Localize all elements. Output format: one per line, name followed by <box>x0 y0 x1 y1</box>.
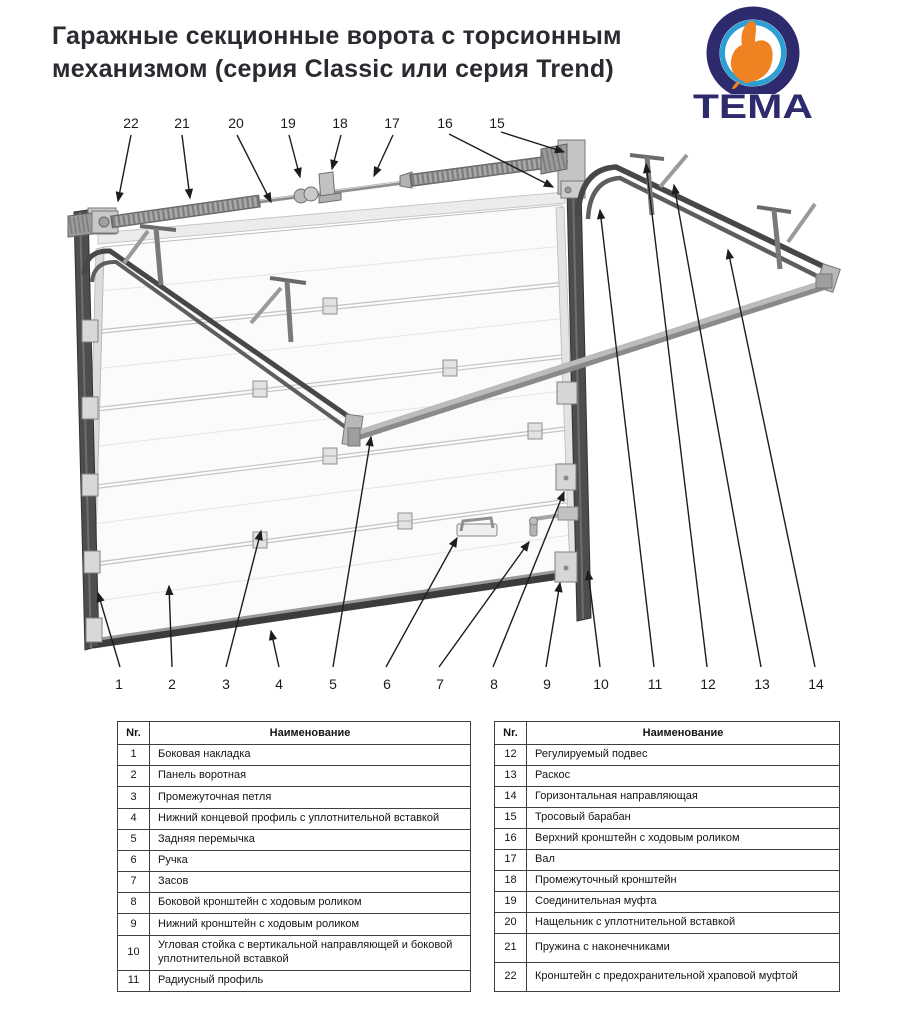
table-row <box>118 850 471 871</box>
table-row <box>118 745 471 766</box>
part-name: Кронштейн с предохранительной храповой муфтой <box>527 962 840 991</box>
part-nr: 5 <box>118 829 150 850</box>
part-nr: 17 <box>495 849 527 870</box>
part-name: Засов <box>150 872 471 893</box>
table-row <box>495 870 840 891</box>
part-name: Верхний кронштейн с ходовым роликом <box>527 828 840 849</box>
table-row <box>495 765 840 786</box>
part-nr: 6 <box>118 850 150 871</box>
part-name: Нижний кронштейн с ходовым роликом <box>150 914 471 935</box>
part-nr: 18 <box>495 870 527 891</box>
callout-label: 7 <box>436 676 444 692</box>
callout-label: 1 <box>115 676 123 692</box>
part-nr: 11 <box>118 970 150 991</box>
part-nr: 2 <box>118 766 150 787</box>
callout-label: 17 <box>384 115 400 131</box>
intermediate-bracket <box>319 172 341 203</box>
part-name: Боковая накладка <box>150 745 471 766</box>
part-name: Радиусный профиль <box>150 970 471 991</box>
part-name: Раскос <box>527 765 840 786</box>
table-row <box>495 828 840 849</box>
part-name: Боковой кронштейн с ходовым роликом <box>150 893 471 914</box>
part-nr: 15 <box>495 807 527 828</box>
part-nr: 10 <box>118 935 150 970</box>
part-nr: 9 <box>118 914 150 935</box>
table-row <box>118 872 471 893</box>
callout-label: 15 <box>489 115 505 131</box>
logo-wordmark: ТЕМА <box>693 88 813 120</box>
part-name: Пружина с наконечниками <box>527 933 840 962</box>
coupling <box>294 187 318 203</box>
table-row <box>495 849 840 870</box>
door-handle <box>457 518 497 536</box>
table-header-row <box>118 722 471 745</box>
part-name: Тросовый барабан <box>527 807 840 828</box>
table-row <box>118 766 471 787</box>
part-name: Горизонтальная направляющая <box>527 786 840 807</box>
table-row <box>118 893 471 914</box>
table-row <box>495 891 840 912</box>
col-header-name: Наименование <box>150 722 471 745</box>
callout-label: 4 <box>275 676 283 692</box>
callout-label: 13 <box>754 676 770 692</box>
diagonal-brace <box>660 155 687 187</box>
table-row <box>495 786 840 807</box>
part-nr: 1 <box>118 745 150 766</box>
part-nr: 20 <box>495 912 527 933</box>
table-row <box>118 914 471 935</box>
parts-table-right <box>494 721 840 992</box>
col-header-nr: Nr. <box>118 722 150 745</box>
callout-label: 8 <box>490 676 498 692</box>
callout-label: 10 <box>593 676 609 692</box>
page-title-line1: Гаражные секционные ворота с торсионным <box>52 22 622 50</box>
table-row <box>495 745 840 766</box>
part-nr: 8 <box>118 893 150 914</box>
table-row <box>118 970 471 991</box>
part-name: Панель воротная <box>150 766 471 787</box>
table-row <box>118 935 471 970</box>
part-name: Нащельник с уплотнительной вставкой <box>527 912 840 933</box>
part-name: Ручка <box>150 850 471 871</box>
callout-label: 5 <box>329 676 337 692</box>
callout-label: 11 <box>647 676 663 692</box>
part-name: Соединительная муфта <box>527 891 840 912</box>
part-nr: 4 <box>118 808 150 829</box>
part-nr: 19 <box>495 891 527 912</box>
callout-label: 12 <box>700 676 716 692</box>
table-row <box>118 829 471 850</box>
col-header-name: Наименование <box>527 722 840 745</box>
callout-label: 2 <box>168 676 176 692</box>
part-name: Промежуточная петля <box>150 787 471 808</box>
callout-label: 19 <box>280 115 296 131</box>
table-row <box>495 962 840 991</box>
part-name: Нижний концевой профиль с уплотнительной вставкой <box>150 808 471 829</box>
callout-label: 6 <box>383 676 391 692</box>
diagonal-brace <box>788 204 815 242</box>
callout-label: 3 <box>222 676 230 692</box>
callout-label: 22 <box>123 115 139 131</box>
callout-label: 20 <box>228 115 244 131</box>
callout-label: 21 <box>174 115 190 131</box>
table-row <box>118 787 471 808</box>
col-header-nr: Nr. <box>495 722 527 745</box>
parts-table-left <box>117 721 471 992</box>
part-nr: 7 <box>118 872 150 893</box>
part-name: Задняя перемычка <box>150 829 471 850</box>
part-nr: 22 <box>495 962 527 991</box>
callout-label: 16 <box>437 115 453 131</box>
page-title <box>52 20 672 85</box>
torsion-spring-left <box>111 201 260 222</box>
part-name: Вал <box>527 849 840 870</box>
table-row <box>118 808 471 829</box>
part-nr: 21 <box>495 933 527 962</box>
part-nr: 14 <box>495 786 527 807</box>
tema-logo <box>688 6 818 120</box>
callout-label: 14 <box>808 676 824 692</box>
table-row <box>495 807 840 828</box>
right-horizontal-track <box>578 155 840 292</box>
callout-label: 9 <box>543 676 551 692</box>
part-nr: 3 <box>118 787 150 808</box>
part-name: Угловая стойка с вертикальной направляющей и боковой уплотнительной вставкой <box>150 935 471 970</box>
page-title-line2: механизмом (серия Classic или серия Trend) <box>52 54 614 83</box>
part-name: Регулируемый подвес <box>527 745 840 766</box>
part-name: Промежуточный кронштейн <box>527 870 840 891</box>
ratchet-bracket <box>68 211 118 237</box>
table-row <box>495 912 840 933</box>
side-roller-bracket <box>557 382 577 404</box>
part-nr: 13 <box>495 765 527 786</box>
part-nr: 16 <box>495 828 527 849</box>
table-row <box>495 933 840 962</box>
table-header-row <box>495 722 840 745</box>
part-nr: 12 <box>495 745 527 766</box>
callout-label: 18 <box>332 115 348 131</box>
